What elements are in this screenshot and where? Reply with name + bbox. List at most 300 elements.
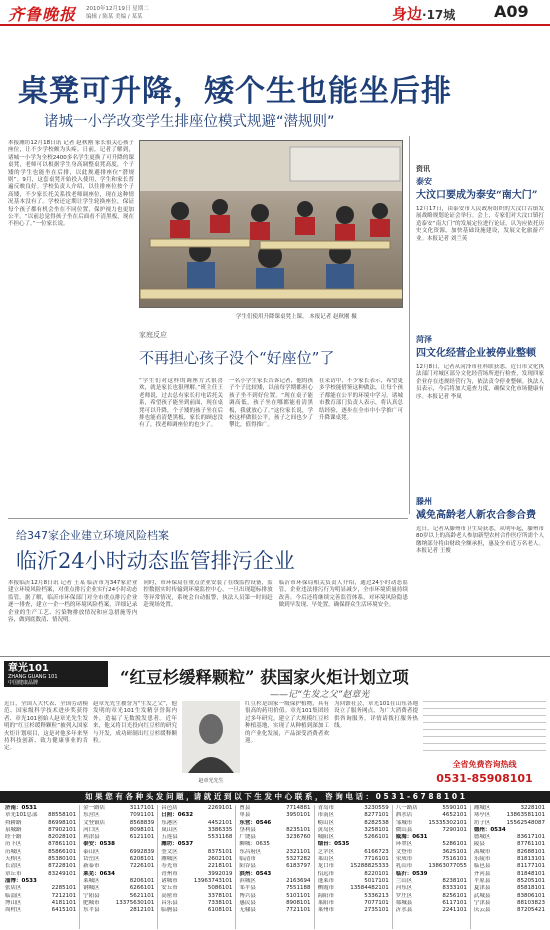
directory-entry-name: 城阳区 [317,834,335,841]
directory-entry-name: 阳谷县 [239,863,256,870]
directory-entry-name: 惠民县 [239,899,256,906]
directory-city: 淄博：0533 [5,877,37,884]
directory-column [393,805,471,929]
directory-entry-phone: 6121101 [129,834,155,841]
directory-entry-name: 五莲县 [161,834,178,841]
directory-entry-phone: 8282538 [364,819,389,826]
directory-entry [474,805,545,812]
sidebar-header: 资讯 [416,165,430,173]
sidebar-place: 泰安 [416,177,432,186]
lead-body: 本报潍坊12月18日讯 记者 赵秋刚 家长很关心孩子座位，让不少学校颇为头疼。日前，记者了解到，诸城一小学为全校2400多名学生更换了可升降的课桌凳，老师可以根据学生身高调整桌凳高度，个子矮的学生也能坐在后排，以此规避排座位“潜规则”。9月，这套桌凳开始投入使用，学生和家长普遍反映良好。学校负责人介绍，以往排座位按个子高矮，不少家长托关系找老师调座位，现在这种情况基本没有了。学校还定期让学生轮换座位，保证每个孩子都有机会坐在不同位置，保护视力也更加公平。“以前总觉得孩子坐在后面看不清黑板，现在不担心了。”一位家长说。 [8,140,134,228]
directory-entry-name: 潍城区 [473,805,491,811]
directory-entry [396,827,467,834]
lead-photo [139,140,403,308]
directory-entry [396,907,467,914]
page-number: A09 [494,2,529,21]
directory-entry-phone: 3230559 [364,805,389,811]
directory-entry [396,805,467,812]
directory-entry-phone: 5590101 [442,805,467,811]
directory-entry-phone: 3228101 [520,805,545,811]
directory-entry-phone: 8206101 [129,877,155,884]
directory-entry-phone: 82028101 [48,834,77,841]
directory-entry-name: 泰山区 [83,848,100,855]
directory-city: 临沂：0539 [395,870,428,877]
directory-entry-name: 舜耕路 [5,819,22,826]
ad-paragraph: 红豆杉是国家一级保护植物，具有很高的药用价值。章光101集团经过多年研究，建立了大规模红豆杉种植基地，实现了从种植到深加工的产业化发展，产品深受消费者欢迎。 [245,701,329,745]
lead-subtitle: 诸城一小学改变学生排座位模式规避“潜规则” [44,114,335,130]
directory-entry-name: 东昌府区 [239,848,262,855]
directory-column [236,805,314,929]
directory-entry-name: 微山县 [395,826,413,833]
directory-entry [474,856,545,863]
directory-entry [161,849,232,856]
editor-line: 编辑 / 陈某 美编 / 某某 [86,14,143,20]
directory-entry [5,907,76,914]
directory-entry-name: 临清市 [239,856,256,863]
directory-entry [239,863,310,870]
directory-entry [83,885,154,892]
sidebar-title: 减免高龄老人新农合参合费 [416,510,536,521]
directory-entry-name: 莱州市 [317,907,335,914]
directory-entry-name: 东营区 [83,812,100,819]
directory-entry [318,907,389,914]
directory-entry-phone: 7077101 [364,899,389,906]
directory-entry-phone: 5266101 [364,834,389,841]
directory-entry-phone: 4652101 [442,812,467,819]
column-paragraph: “学生们对这样的调座方式很喜欢，就是家长也很理解。”班主任王老师说，过去总有家长打电话托关系，希望孩子能坐到前面，现在桌凳可以升降，个子矮的孩子坐在后排也能看清楚黑板，家长的顾虑没有了，找老师调座位的也少了。 [139,378,223,429]
directory-entry-phone: 6183797 [286,863,311,870]
directory-entry-name: 周村区 [5,907,22,914]
sidebar-item [416,334,544,428]
story2-paragraph: 本报临沂12月8日讯 记者 王某 临沂市为347家企业建立环境风险档案，对重点排污企业实行24小时动态监管。据了解，临沂市环保部门对全市重点排污企业逐一排查，建立一企一档的环境风险档案，详细记录企业的生产工艺、污染物排放情况和应急措施等内容，做到底数清、情况明。 [8,580,138,624]
directory-entry-name: 张店区 [5,885,22,892]
directory-entry [5,900,76,907]
directory-entry [239,827,310,834]
sidebar-body: 近日，记者从滕州市卫生局获悉，从明年起，滕州市80岁以上的高龄老人参加新型农村合作医疗所需个人缴纳部分将由财政全额承担，惠及全市近万名老人。本报记者 王俊 [416,526,544,555]
directory-entry-phone: 6208101 [129,856,155,863]
ad-portrait [182,701,240,784]
sidebar-body: 12月17日，由泰安市人民政府组织的大汶口古镇发展战略规划论证会举行。会上，专家们对大汶口镇打造泰安“南大门”的发展定位进行论证，认为应依托历史文化资源，加快基础设施建设，发展文化旅游产业。本报记者 刘兰英 [416,206,544,242]
directory-entry-phone: 7091101 [129,812,155,819]
directory-entry-phone: 85205101 [516,877,545,884]
directory-entry [396,820,467,827]
directory-entry [318,878,389,885]
directory-entry [318,812,389,819]
section-label [392,3,455,24]
directory-entry [239,893,310,900]
directory-entry [318,849,389,856]
directory-entry-name: 博山区 [5,899,22,906]
directory-city: 日照：0632 [161,812,194,819]
directory-entry-phone: 2602101 [207,856,233,863]
ad-paragraph: 赵章光先生被誉为“生发之父”，他发明的章光101生发精享誉海内外，造福了无数脱发患者。近年来，他又将目光投向红豆杉的研究与开发，成功研制出红豆杉缓释颗粒。 [93,701,177,745]
column-headline: 不再担心孩子没个“好座位”了 [139,349,335,367]
directory-entry-name: 文登市 [395,848,413,855]
directory-entry-name: 坊子区 [473,819,491,826]
directory-entry-phone: 4181101 [51,899,77,906]
directory-entry [396,849,467,856]
directory-entry [318,863,389,870]
directory-entry [5,885,76,892]
directory-entry-name: 郯城县 [395,899,413,906]
directory-entry-phone: 85380101 [48,856,77,863]
directory-entry [318,827,389,834]
directory-entry [83,878,154,885]
directory-entry-phone: 5531168 [207,834,233,841]
directory-entry-name: 文登镇店 [83,819,106,826]
directory-entry [5,893,76,900]
directory-entry-phone: 8098101 [129,826,155,833]
directory-entry [161,863,232,870]
directory-entry [83,900,154,907]
directory-entry [83,856,154,863]
ad-hotline-box [423,701,546,787]
directory-entry-phone: 2812101 [129,907,155,914]
directory-entry-name: 栖霞市 [317,885,335,892]
directory-entry-name: 罗庄区 [395,892,413,899]
directory-entry-phone: 7212101 [51,892,77,899]
column-paragraph: 一名小学生家长告诉记者，他的孩子个子比较矮，以前每学期都担心孩子坐不到好位置。“现在桌子能调高低，孩子坐在哪都能看清黑板，我就放心了。”这位家长说，学校这样做很公平，孩子之间也少了攀比，值得推广。 [229,378,313,429]
lead-photo-caption: 学生们使用升降课桌凳上课。 本报记者 赵秋刚 摄 [236,314,357,320]
directory-entry-name: 平原县 [473,877,491,884]
directory-entry [5,856,76,863]
directory-entry-name: 八一路店 [395,805,418,811]
directory-entry [83,820,154,827]
directory-city: 东营：0546 [239,819,272,826]
directory-entry [5,820,76,827]
directory-entry [396,885,467,892]
directory-entry-phone: 81848101 [516,870,545,877]
directory-entry [83,812,154,819]
directory-entry-name: 沂水县 [395,907,413,914]
sidebar-title: 四文化经营企业被停业整顿 [416,348,536,359]
directory-entry-phone: 3386335 [207,826,233,833]
directory-entry [239,834,310,841]
directory-column [80,805,158,929]
directory-entry-phone: 13863077055 [428,863,467,870]
directory-city: 威海：0631 [395,834,428,841]
directory-entry-phone: 6992839 [129,848,155,855]
directory-entry-phone: 2321101 [286,848,311,855]
directory-entry-name: 荣成市 [395,856,413,863]
ad-hotline-label: 全省免费咨询热线 [452,760,517,769]
directory-entry [239,900,310,907]
directory-entry-phone: 83249101 [48,870,77,877]
directory-entry-name: 安丘市 [161,885,178,892]
directory-city: 济南：0531 [5,805,37,811]
directory-entry-name: 寿光市 [161,863,178,870]
ad-photo-caption: 赵章光先生 [198,778,224,784]
directory-entry-phone: 5336213 [364,892,389,899]
directory-entry-phone: 5327282 [286,856,311,863]
sidebar-item [416,496,544,586]
portrait-photo [182,701,240,773]
directory-entry-name: 武城县 [473,892,491,899]
directory-entry-phone: 5621101 [129,892,155,899]
directory-entry-phone: 88558101 [48,812,77,819]
directory-entry-phone: 2163694 [286,877,311,884]
directory-entry-phone: 2218101 [207,863,233,870]
directory-entry-name: 宁津县 [473,899,491,906]
ad-paragraph: 近日，全国人大代表、全国劳动模范、国家级科学技术进步奖获得者、章光101创始人赵章光先生发明的“红豆杉缓释颗粒”被列入国家火炬计划项目，这是对他多年来坚持科技创新、致力健康事业的肯定。 [4,701,88,752]
directory-entry [239,878,310,885]
directory-entry-phone: 5101101 [286,892,311,899]
directory-entry-phone: 8375101 [207,848,233,855]
directory-entry-phone: 13863581101 [506,812,545,819]
directory-entry-name: 河东区 [395,885,413,892]
ad-text-columns [4,701,546,787]
directory-entry [5,871,76,878]
story2-body [8,580,408,650]
story2-rule [8,518,408,519]
directory-entry [83,805,154,812]
directory-entry-phone: 3378101 [207,892,233,899]
directory-entry-name: 临朐县 [161,907,178,914]
directory-entry-phone: 13375630101 [115,899,155,906]
directory-entry-phone: 6108101 [207,907,233,914]
directory-entry-name: 金一路店 [83,805,106,811]
directory-entry [83,893,154,900]
sidebar-item [416,176,544,284]
directory-entry [161,907,232,914]
directory-entry-name: 崂山区 [317,819,335,826]
directory-entry [5,834,76,841]
directory-entry [83,849,154,856]
directory-entry [5,863,76,870]
directory-entry [396,878,467,885]
directory-entry [474,885,545,892]
directory-entry-name: 乳山市 [395,863,413,870]
directory-entry-name: 莱城区 [83,877,100,884]
date-line: 2010年12月19日 星期二 [86,6,149,12]
directory-entry-phone: 7551188 [286,885,311,892]
directory-city: 烟台：0535 [317,841,350,848]
directory-entry-name: 长清区 [5,863,22,870]
directory-entry [161,885,232,892]
directory-entry [161,871,232,878]
directory-entry [5,827,76,834]
directory-entry [474,849,545,856]
directory-entry-name: 龙口市 [317,863,335,870]
ad-text-lines [423,701,546,753]
directory-entry-phone: 85818101 [516,885,545,892]
directory-entry-name: 莱阳市 [317,899,335,906]
directory-entry-name: 宁阳县 [83,892,100,899]
directory-city: 潍坊：0537 [161,841,194,848]
directory-city: 泰安：0538 [83,841,115,848]
directory-entry [396,856,467,863]
directory-entry [474,893,545,900]
directory-city: 莱芜：0634 [83,870,115,877]
directory-entry [474,834,545,841]
directory-entry-phone: 7290101 [442,826,467,833]
directory-entry-phone: 7721101 [286,907,311,914]
directory-entry-name: 天桥区 [5,856,22,863]
directory-entry-name: 泉城路 [5,826,22,833]
story2-paragraph: 同时，市环保局在重点企业安装了在线监控设备，监控数据实时传输到环境监控中心，一旦出现超标排放等异常情况，系统会自动报警，执法人员第一时间赶赴现场处置。 [143,580,273,609]
directory-entry-name: 德城区 [473,834,491,841]
directory-entry-phone: 86998101 [48,819,77,826]
directory-entry-phone: 3258101 [364,826,389,833]
directory-entry-name: 齐河县 [473,870,491,877]
directory-entry-name: 章光101总部 [5,812,38,819]
directory-entry [318,834,389,841]
directory-entry-phone: 5086101 [207,885,233,892]
directory-entry [474,900,545,907]
directory-entry-name: 兰山区 [395,877,413,884]
directory-entry-phone: 8277101 [364,812,389,819]
directory-entry [474,907,545,914]
directory-entry-name: 黄岛区 [317,826,335,833]
directory-entry-phone: 87861101 [48,841,77,848]
directory-entry [161,856,232,863]
directory-entry-phone: 13584482101 [350,885,389,892]
ad-paragraph: 为回馈社会，章光101在山东各地设立了服务网点，为广大消费者提供咨询服务。详情请拨打服务热线。 [334,701,418,730]
directory-entry-phone: 87902101 [48,826,77,833]
lead-headline: 桌凳可升降，矮个生也能坐后排 [18,74,452,109]
directory-entry-name: 泗水店 [395,812,413,819]
directory-entry-name: 利津县 [83,834,100,841]
directory-entry [474,841,545,848]
directory-entry-phone: 8220101 [364,870,389,877]
directory-entry-phone: 6266101 [129,885,155,892]
sidebar-place: 滕州 [416,497,432,506]
directory-entry [474,812,545,819]
directory-entry [318,856,389,863]
section-sub: ·17城 [422,8,456,22]
directory-entry [239,856,310,863]
directory-entry-name: 乐陵市 [473,856,491,863]
ad-brand: 章光101 [8,663,49,674]
directory-entry [83,863,154,870]
directory-entry-phone: 5286101 [442,841,467,848]
directory-entry-name: 岚山区 [161,826,178,833]
directory-entry [474,878,545,885]
directory-entry [318,900,389,907]
directory-entry [239,849,310,856]
directory-entry-name: 岱岳区 [83,856,100,863]
directory-entry [396,900,467,907]
directory-entry [161,834,232,841]
directory-entry [396,893,467,900]
directory-entry-name: 邹平县 [239,885,256,892]
section-name: 身边 [392,5,423,23]
directory-entry-phone: 85866101 [48,848,77,855]
directory-entry-name: 蓬莱市 [317,877,335,884]
ad-headline: “红豆杉缓释颗粒” 获国家火炬计划立项 [120,668,409,687]
directory-entry-phone: 2285101 [51,885,77,892]
directory-header: 如 果 您 有 各 种 头 发 问 题 ，请 就 近 到 以 下 生 发 中 心 联 系 ， 咨 询 电 话 ： 0 5 3 1 - 6 7 8 8 1 0 1 [0,791,550,803]
directory-entry [474,820,545,827]
directory-entry-name: 东港区 [161,819,178,826]
directory-city: 德州：0534 [473,826,506,833]
directory-entry-phone: 83806101 [516,892,545,899]
directory-entry-name: 陵县 [473,841,485,848]
directory-entry [474,863,545,870]
ad-hotline: 0531-85908101 [436,772,533,785]
directory-entry-phone: 5017101 [364,877,389,884]
directory-entry-name: 新泰市 [83,863,100,870]
directory-entry-phone: 3950101 [286,812,311,819]
directory-entry-phone: 87205421 [516,907,545,914]
directory-entry-phone: 3625101 [442,848,467,855]
directory-entry-phone: 7716101 [364,856,389,863]
directory-entry-name: 昌邑店 [161,805,178,811]
directory-entry-phone: 7516101 [442,856,467,863]
directory-entry-phone: 6117101 [442,899,467,906]
directory-entry-name: 经十路 [5,834,22,841]
directory-entry-phone: 6166723 [364,848,389,855]
directory-entry [161,805,232,812]
directory-entry [5,812,76,819]
directory-entry-name: 招远市 [317,870,335,877]
directory-entry-phone: 15335302101 [428,819,467,826]
directory-grid [2,805,548,929]
directory-entry-name: 历下区 [5,841,22,848]
directory-entry-phone: 8908101 [286,899,311,906]
column-paragraph: 在采访中，不少家长表示，希望更多学校能借鉴这种做法，让每个孩子都能在公平的环境中学习。诸城市教育部门负责人表示，将认真总结经验，逐步在全市中小学推广可升降课桌凳。 [319,378,403,422]
masthead-rule [0,24,550,26]
directory-entry-phone: 3117101 [129,805,155,811]
sidebar-title: 大汶口要成为泰安“南大门” [416,190,538,201]
directory-entry-phone: 13963743101 [193,877,233,884]
directory-entry-phone: 7338101 [207,899,233,906]
directory-entry-phone: 8333101 [442,885,467,892]
directory-entry [239,841,310,848]
ad-brand-sub: 中国健康品牌 [8,680,39,686]
directory-entry-name: 青岛市 [317,805,335,811]
directory-entry-name: 庆云县 [473,907,491,914]
directory-entry-phone: 7226101 [129,863,155,870]
story2-headline: 临沂24小时动态监管排污企业 [16,549,295,573]
directory-entry [239,907,310,914]
directory-entry-name: 单县 [239,812,251,819]
directory-entry-phone: 7714881 [286,805,311,811]
masthead [0,0,550,28]
sidebar-divider [409,136,410,514]
directory-column [315,805,393,929]
directory-entry-name: 莱山区 [317,856,335,863]
directory-entry-phone: 3236760 [286,834,311,841]
sidebar-body: 12月8日，记者从菏泽市社科联获悉，近日市文化执法部门对城区部分文化经营场所进行检查，发现四家企业存在违规经营行为，依法责令停业整顿。执法人员表示，今后将加大巡查力度，确保文化市场健康有序。本报记者 李岚 [416,364,544,400]
directory-entry-name: 市南区 [317,812,335,819]
directory-entry-phone: 8238101 [442,877,467,884]
story2-kicker: 给347家企业建立环境风险档案 [16,529,169,542]
directory-entry-name: 诸城市 [161,877,178,884]
directory-entry-name: 寒亭区 [473,812,491,819]
directory-entry-name: 高密市 [161,892,178,899]
directory-entry-name: 钢城区 [83,885,100,892]
directory-entry [396,841,467,848]
directory-entry-name: 临邑县 [473,863,491,870]
directory-entry [83,827,154,834]
directory-entry-name: 海阳市 [317,892,335,899]
directory-entry-name: 历城区 [5,848,22,855]
directory-entry-name: 无棣县 [239,907,256,914]
column-kicker: 家庭反应 [139,331,167,339]
directory-entry [318,871,389,878]
directory-entry-name: 昌乐县 [161,899,178,906]
sidebar-place: 菏泽 [416,335,432,344]
ad-subline: ——记“生发之父”赵章光 [270,690,370,700]
lead-lower-text [139,378,403,498]
directory-entry-phone: 2241101 [442,907,467,914]
directory-entry [239,812,310,819]
directory-entry-phone: 87761101 [516,841,545,848]
directory-entry [5,841,76,848]
directory-entry-name: 曹县 [239,805,251,811]
directory-entry-name: 奎文区 [161,848,178,855]
